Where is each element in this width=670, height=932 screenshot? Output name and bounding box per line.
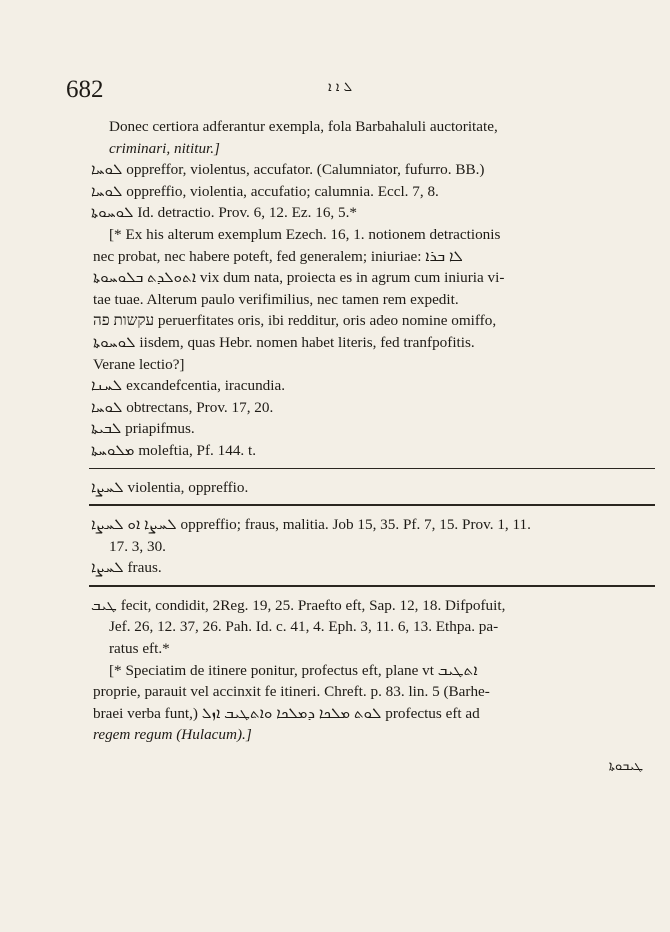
entry-line: ratus eft.* [109,640,170,658]
text-line: Donec certiora adferantur exempla, fola Barbahaluli auctoritate, [109,118,498,135]
entry-line: ܠܚܨܐ ܐܘ ܠܚܨܐ oppreffio; fraus, malitia. Job 15, 35. Pf. 7, 15. Prov. 1, 11. [91,516,531,534]
entry-line: ܠܚܨܐ violentia, oppreffio. [91,478,249,496]
entry-line: 17. 3, 30. [109,537,166,555]
note-line: tae tuae. Alterum paulo verifimilius, nec tamen rem expedit. [93,290,459,308]
note-line: עקשות פה peruerfitates oris, ibi redditur, oris adeo nomine omiffo, [93,312,497,330]
entry-line: ܠܘܚܐ obtrectans, Prov. 17, 20. [91,398,274,416]
note-line: ܠܘܚܘܬܐ iisdem, quas Hebr. nomen habet literis, fed tranfpofitis. [93,333,475,351]
note-line: nec probat, nec habere poteft, fed generalem; iniuriae: ܠܐ ܒܪܐ [93,247,463,265]
entry-line: ܠܘܚܐ oppreffor, violentus, accufator. (Calumniator, fufurro. BB.) [91,161,485,179]
page-number: 682 [66,76,104,103]
dictionary-body [93,116,653,778]
catchword: ܛܝܒܘܬܐ [608,759,643,775]
section-divider [89,585,655,587]
entry-line: ܠܚܨܐ fraus. [91,559,162,577]
note-line: Verane lectio?] [93,355,185,373]
entry-line: ܠܚܢܐ excandefcentia, iracundia. [91,377,286,395]
entry-line: Jef. 26, 12. 37, 26. Pah. Id. c. 41, 4. Eph. 3, 11. 6, 13. Ethpa. pa- [109,618,499,636]
page-header [66,76,604,106]
section-divider [89,504,655,506]
entry-line: ܠܘܚܐ oppreffio, violentia, accufatio; calumnia. Eccl. 7, 8. [91,182,439,200]
text-line: criminari, nititur.] [109,139,220,157]
section-divider [89,468,655,469]
note-line: [* Speciatim de itinere ponitur, profectus eft, plane vt ܐܬܛܝܒ [109,661,478,679]
running-head: ܠ ܐ ܐ [328,80,353,95]
note-line: proprie, parauit vel accinxit fe itineri. Chreft. p. 83. lin. 5 (Barhe- [93,683,490,701]
note-line: braei verba funt,) ܠܘܬ ܡܠܟܐ ܕܡܠܟܐ ܘܐܬܛܝܒ ܐܙܠ profectus eft ad [93,704,480,722]
note-line: regem regum (Hulacum).] [93,726,252,744]
entry-line: ܡܠܘܚܬܐ moleftia, Pf. 144. t. [91,441,257,459]
entry-line: ܠܘܚܘܬܐ Id. detractio. Prov. 6, 12. Ez. 16, 5.* [91,204,357,222]
note-line: ܐܬܘܠܕܬ ܒܠܘܚܘܬܐ vix dum nata, proiecta es in agrum cum iniuria vi- [93,269,505,287]
note-line: [* Ex his alterum exemplum Ezech. 16, 1. notionem detractionis [109,225,501,243]
entry-line: ܠܒܝܬܐ priapifmus. [91,420,195,438]
entry-line: ܛܝܒ fecit, condidit, 2Reg. 19, 25. Praefto eft, Sap. 12, 18. Difpofuit, [91,596,506,614]
